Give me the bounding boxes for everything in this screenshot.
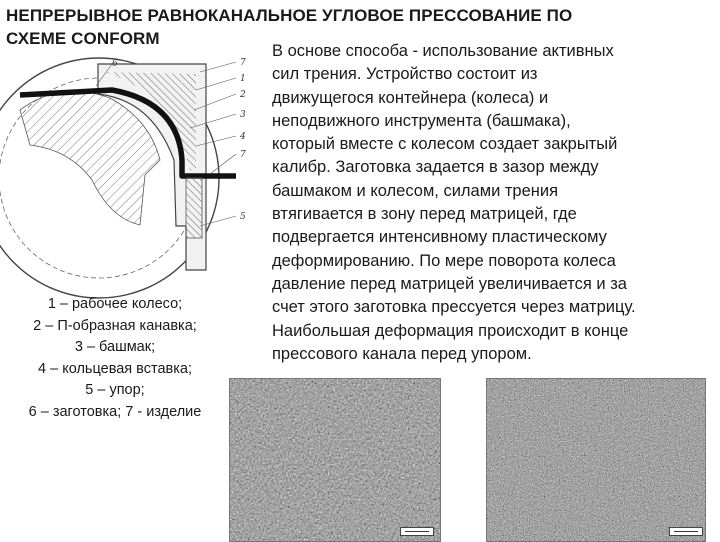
description-text <box>272 40 717 366</box>
description-line: втягивается в зону перед матрицей, где <box>272 205 577 224</box>
callout-1: 1 <box>240 74 246 84</box>
micrograph-left-texture <box>230 379 440 541</box>
micrograph-left <box>229 378 441 542</box>
micrograph-right <box>486 378 706 542</box>
scale-bar <box>400 527 434 536</box>
conform-scheme-diagram <box>0 50 270 302</box>
description-line: счет этого заготовка прессуется через матрицу. <box>272 298 636 317</box>
description-line: калибр. Заготовка задается в зазор между <box>272 158 599 177</box>
callout-7-bottom: 7 <box>240 150 246 160</box>
legend-line: 2 – П-образная канавка; <box>33 317 197 334</box>
description-line: В основе способа - использование активных <box>272 42 614 60</box>
description-line: подвергается интенсивному пластическому <box>272 228 607 247</box>
legend-line: 4 – кольцевая вставка; <box>38 360 192 377</box>
callout-3: 3 <box>240 110 246 120</box>
callout-5: 5 <box>240 212 246 222</box>
legend-line: 3 – башмак; <box>74 339 156 355</box>
callout-7-top: 7 <box>240 58 246 68</box>
callout-4: 4 <box>240 132 246 142</box>
diagram-legend <box>0 294 230 423</box>
description-line: неподвижного инструмента (башмака), <box>272 111 571 130</box>
callout-2: 2 <box>240 90 246 100</box>
description-line: движущегося контейнера (колеса) и <box>272 88 549 107</box>
abutment <box>186 178 202 238</box>
description-line: давление перед матрицей увеличивается и за <box>272 274 627 293</box>
callout-6: 6 <box>112 59 118 69</box>
slide-title-line-2: СХЕМЕ CONFORM <box>6 29 160 48</box>
description-line: прессового канала перед упором. <box>272 344 532 363</box>
description-line: Наибольшая деформация происходит в конце <box>272 321 629 340</box>
slide-title-line-1: НЕПРЕРЫВНОЕ РАВНОКАНАЛЬНОЕ УГЛОВОЕ ПРЕССОВАНИЕ ПО <box>6 6 573 25</box>
groove-insert <box>20 91 160 225</box>
description-line: который вместе с колесом создает закрытый <box>272 135 618 154</box>
description-line: деформированию. По мере поворота колеса <box>272 251 616 270</box>
description-line: башмаком и колесом, силами трения <box>272 181 559 200</box>
legend-line: 1 – рабочее колесо; <box>47 296 183 312</box>
legend-line: 5 – упор; <box>85 382 145 398</box>
description-line: сил трения. Устройство состоит из <box>272 65 538 84</box>
conform-scheme-drawing <box>0 50 270 302</box>
scale-bar <box>669 527 703 536</box>
micrograph-right-texture <box>487 379 705 541</box>
legend-line: 6 – заготовка; 7 - изделие <box>28 403 202 420</box>
